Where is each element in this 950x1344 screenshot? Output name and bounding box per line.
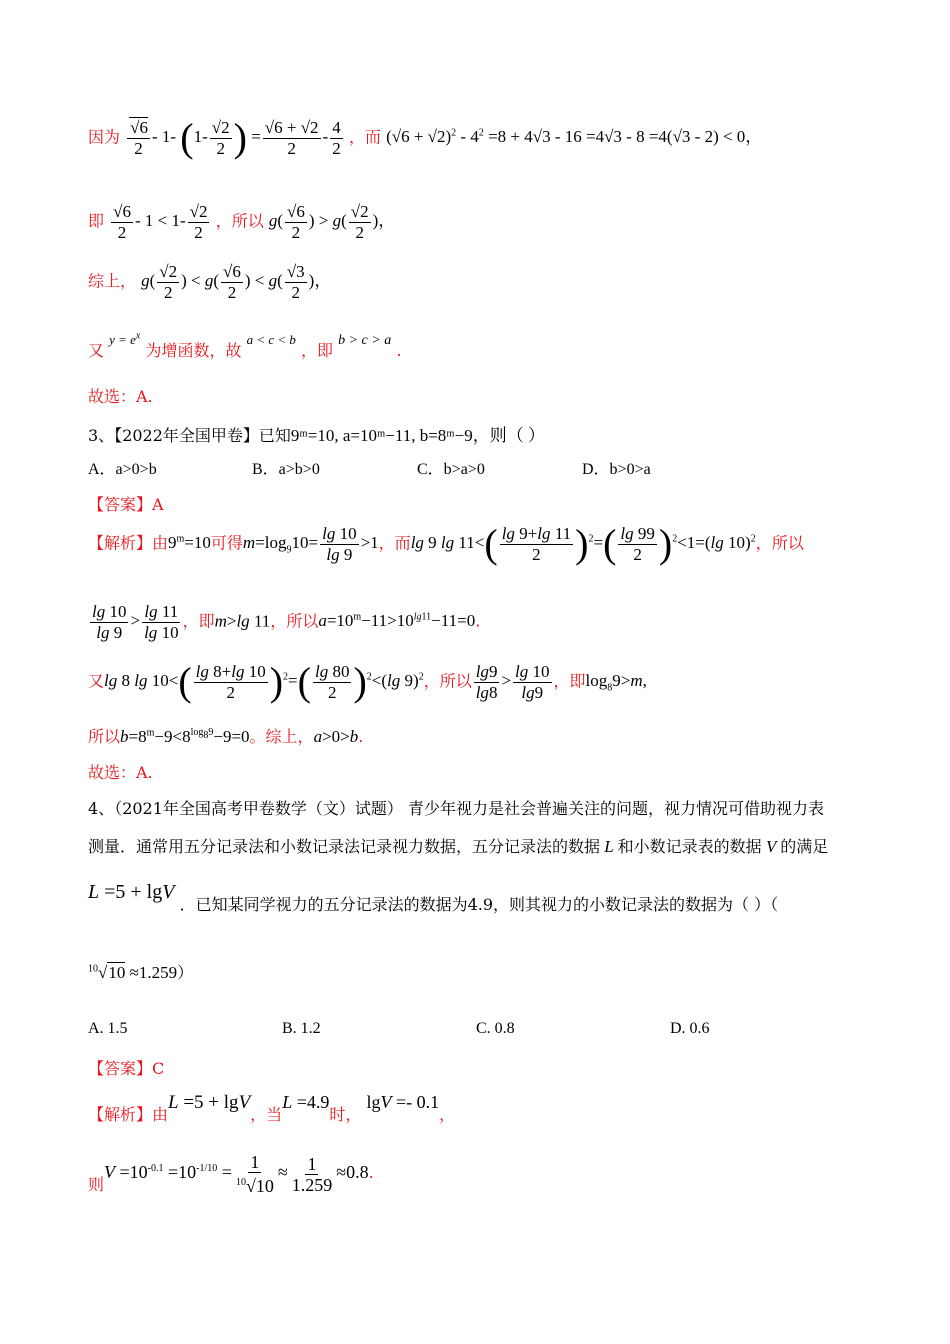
text-zeng: 为增函数，故 bbox=[145, 341, 242, 360]
q3-jiexi-line1: 【解析】由$9^m=10$可得$m=\log_910=$ $\frac{\lg 10}{\lg 9}$ >1，而lg 9 lg 11<( $\frac{\lg 9+\lg 11}{2}$ )$^2$=( $\frac{\lg 99}{2}$ )$^2$<1=(lg 10)$^2$，所以 bbox=[88, 521, 804, 567]
q4-num: 4、 bbox=[88, 799, 115, 818]
q4-line3: L =5 + lgV ．已知某同学视力的五分记录法的数据为4.9，则其视力的小数记录法的数据为（ ）（ bbox=[88, 881, 779, 914]
math-expr-4: g( $\frac{√6}{2}$ ) > g( $\frac{√2}{2}$ )， bbox=[268, 202, 396, 242]
line-yinwei bbox=[88, 115, 763, 161]
q3-jx: 【解析】由 bbox=[88, 533, 169, 553]
text-ji2: ，即 bbox=[301, 341, 334, 360]
q4-line1 bbox=[88, 796, 824, 819]
q4-option-c: C. 0.8 bbox=[476, 1020, 515, 1037]
q3-ji: ，即 bbox=[182, 611, 215, 631]
text-you: 又 bbox=[88, 341, 105, 360]
q3-kede: 可得 bbox=[210, 533, 243, 553]
text-ji: 即 bbox=[88, 211, 105, 231]
q3-jiexi-line3: 又lg 8 lg 10<( $\frac{\lg 8+\lg 10}{2}$ )$^2$=( $\frac{\lg 80}{2}$ )$^2$<(lg 9)$^2$，所以 $\frac{\lg 9}{\lg 8}$ > $\frac{\lg 10}{\lg 9}$ ，即$\log_89>m$, bbox=[88, 659, 647, 705]
q4-line2: 测量．通常用五分记录法和小数记录法记录视力数据，五分记录法的数据 L 和小数记录表的数据 V 的满足 bbox=[88, 837, 829, 856]
text-yinwei: 因为 bbox=[88, 127, 121, 147]
q3-num: 3、 bbox=[88, 426, 115, 445]
q3-cond: 9ᵐ=10, a=10ᵐ−11, b=8ᵐ−9，则（ ） bbox=[290, 426, 545, 445]
q3-you: 又 bbox=[88, 671, 105, 691]
line-ji bbox=[88, 202, 395, 243]
q4-text1: （2021年全国高考甲卷数学（文）试题） 青少年视力是社会普遍关注的问题，视力情况可借助视力表 bbox=[114, 799, 824, 818]
q3-jiexi-line2: $\frac{\lg 10}{\lg 9}$ > $\frac{\lg 11}{\lg 10}$ ，即m>lg 11，所以$a=10^m-11>10^{lg11}-11=0$. bbox=[92, 602, 481, 642]
text-guxuan-1: 故选：A. bbox=[88, 387, 153, 406]
q3-option-d: D．b>0>a bbox=[582, 461, 651, 478]
line-you: 又 $y = e^x$ 为增函数，故 a < c < b ，即 b > c > a . bbox=[88, 330, 402, 360]
q3-source: 【2022年全国甲卷】已知 bbox=[114, 426, 291, 445]
q3-er: ，而 bbox=[378, 533, 411, 553]
text-zongshang: 综上， bbox=[88, 271, 137, 291]
q3-question bbox=[88, 421, 545, 446]
q3-answer: 【答案】A bbox=[88, 495, 164, 514]
q4-option-b: B. 1.2 bbox=[282, 1020, 321, 1037]
q4-jiexi-line1: 【解析】由L =5 + lgV，当L =4.9时， lgV =- 0.1， bbox=[88, 1092, 456, 1124]
text-suoyi: ，所以 bbox=[215, 211, 264, 231]
q4-jiexi-line2: 则$V =10^{-0.1} =10^{-1/10}$ = $\frac{1}{^{10}√10}$ ≈ $\frac{1}{1.259}$ ≈0.8. bbox=[88, 1152, 374, 1196]
math-expr-3: $\frac{√6}{2}$ - 1 < 1- $\frac{√2}{2}$ bbox=[113, 202, 208, 242]
q3-jiexi-line4: 所以$b=8^m-9<8^{log_89}-9=0$。综上，a>0>b. bbox=[88, 727, 364, 746]
math-expr-1: $\frac{√6}{2}$ - 1- (1- $\frac{√2}{2}$ ) = $\frac{√6 + √2}{2}$ - $\frac{4}{2}$ bbox=[125, 127, 349, 146]
math-abc: a < c < b bbox=[246, 332, 296, 347]
q4-option-d: D. 0.6 bbox=[670, 1020, 710, 1037]
math-yex: $y = e^x$ bbox=[109, 330, 141, 347]
q3-option-b: B．a>b>0 bbox=[252, 461, 320, 478]
q3-suoyi: ，所以 bbox=[755, 533, 804, 553]
q3-option-a: A．a>0>b bbox=[88, 461, 157, 478]
q4-option-a: A. 1.5 bbox=[88, 1020, 128, 1037]
math-expr-2: $(√6 + √2)^2 - 4^2 =8 + 4√3 - 16 =4√3 - 8 =4(√3 - 2) < 0$， bbox=[386, 127, 763, 147]
q3-option-c: C．b>a>0 bbox=[417, 461, 485, 478]
q3-suoyi3: 所以 bbox=[88, 727, 121, 746]
q4-answer: 【答案】C bbox=[88, 1059, 165, 1078]
math-bca: b > c > a bbox=[338, 333, 392, 348]
q3-suoyi2: ，所以 bbox=[270, 611, 319, 631]
q4-line4: $^{10}$√10 ≈1.259） bbox=[88, 963, 194, 982]
math-expr-5: g( $\frac{√2}{2}$ ) < g( $\frac{√6}{2}$ ) < g( $\frac{√3}{2}$ )， bbox=[141, 262, 332, 302]
q3-zongshang: 。综上， bbox=[249, 727, 314, 746]
q3-guxuan: 故选：A. bbox=[88, 763, 153, 782]
text-er: ，而 bbox=[348, 127, 381, 147]
line-zongshang bbox=[88, 262, 331, 303]
